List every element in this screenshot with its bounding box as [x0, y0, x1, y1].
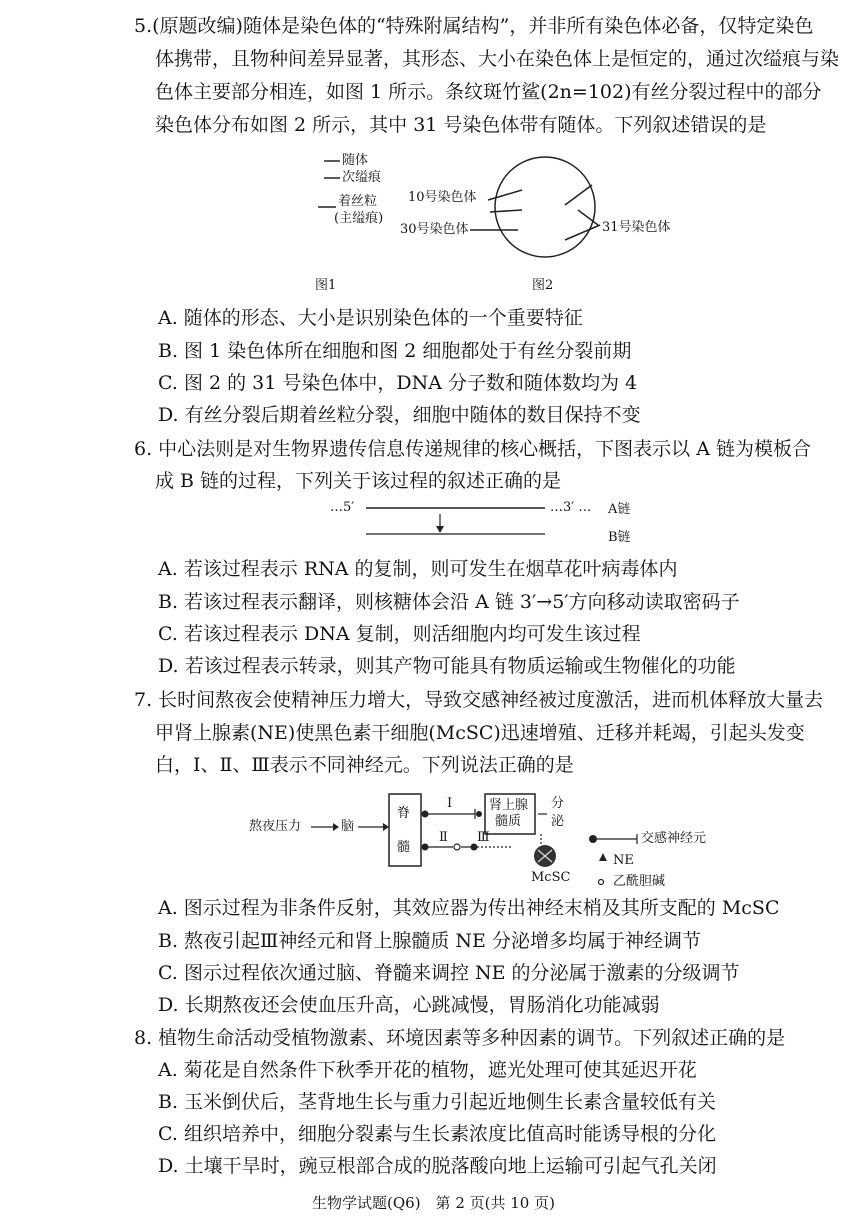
- q8-option-b: B. 玉米倒伏后，茎背地生长与重力引起近地侧生长素含量较低有关: [158, 1091, 717, 1113]
- fig2-chr10-label: 10号染色体: [408, 190, 477, 205]
- q6-option-d: D. 若该过程表示转录，则其产物可能具有物质运输或生物催化的功能: [158, 655, 736, 677]
- fig1-caption: 图1: [315, 278, 337, 293]
- fig2-chr31-label: 31号染色体: [602, 220, 671, 235]
- q6-stem-line-2: 成 B 链的过程，下列关于该过程的叙述正确的是: [155, 470, 562, 492]
- q5-option-b: B. 图 1 染色体所在细胞和图 2 细胞都处于有丝分裂前期: [158, 340, 632, 362]
- q6-stem-line-1: 6. 中心法则是对生物界遗传信息传递规律的核心概括，下图表示以 A 链为模板合: [134, 438, 811, 460]
- q7-option-b: B. 熬夜引起Ⅲ神经元和肾上腺髓质 NE 分泌增多均属于神经调节: [158, 930, 701, 952]
- q7-fig-neuron-1: Ⅰ: [447, 796, 453, 811]
- q7-fig-adrenal-2: 髓质: [495, 814, 522, 829]
- q5-stem-line-4: 染色体分布如图 2 所示，其中 31 号染色体带有随体。下列叙述错误的是: [155, 114, 767, 136]
- q8-stem-line-1: 8. 植物生命活动受植物激素、环境因素等多种因素的调节。下列叙述正确的是: [134, 1027, 786, 1049]
- q6-figure: [330, 500, 650, 548]
- q5-option-a: A. 随体的形态、大小是识别染色体的一个重要特征: [158, 307, 583, 329]
- q6-fig-chain-a: A链: [608, 502, 631, 517]
- q7-fig-mcsc: McSC: [531, 870, 571, 885]
- q6-option-c: C. 若该过程表示 DNA 复制，则活细胞内均可发生该过程: [158, 623, 641, 645]
- q7-fig-legend-ne: NE: [613, 853, 634, 868]
- q7-fig-legend-sympathetic: 交感神经元: [641, 831, 707, 846]
- q5-figure: [310, 150, 730, 300]
- q6-option-a: A. 若该过程表示 RNA 的复制，则可发生在烟草花叶病毒体内: [158, 558, 678, 580]
- q7-fig-secrete-2: 泌: [551, 814, 565, 829]
- fig2-chr30-label: 30号染色体: [400, 222, 469, 237]
- q5-stem-line-3: 色体主要部分相连，如图 1 所示。条纹斑竹鲨(2n=102)有丝分裂过程中的部分: [155, 81, 822, 103]
- q7-fig-spine-top: 脊: [397, 806, 411, 821]
- q6-fig-chain-b: B链: [608, 530, 631, 545]
- q8-option-d: D. 土壤干旱时，豌豆根部合成的脱落酸向地上运输可引起气孔关闭: [158, 1155, 717, 1177]
- q7-stem-line-2: 甲肾上腺素(NE)使黑色素干细胞(McSC)迅速增殖、迁移并耗竭，引起头发变: [155, 722, 805, 744]
- q7-fig-neuron-3: Ⅲ: [477, 830, 490, 845]
- q5-stem-line-1: 5.(原题改编)随体是染色体的“特殊附属结构”，并非所有染色体必备，仅特定染色: [134, 15, 814, 37]
- q7-fig-brain: 脑: [341, 819, 355, 834]
- q7-option-c: C. 图示过程依次通过脑、脊髓来调控 NE 的分泌属于激素的分级调节: [158, 962, 740, 984]
- q7-fig-neuron-2: Ⅱ: [439, 830, 448, 845]
- fig1-centromere-sub-label: (主缢痕): [334, 211, 384, 226]
- q5-stem-line-2: 体携带，且物种间差异显著，其形态、大小在染色体上是恒定的，通过次缢痕与染: [155, 48, 840, 70]
- q7-fig-stress: 熬夜压力: [249, 819, 302, 834]
- q7-stem-line-3: 白，Ⅰ、Ⅱ、Ⅲ表示不同神经元。下列说法正确的是: [155, 754, 574, 776]
- q8-option-c: C. 组织培养中，细胞分裂素与生长素浓度比值高时能诱导根的分化: [158, 1123, 716, 1145]
- q5-option-c: C. 图 2 的 31 号染色体中，DNA 分子数和随体数均为 4: [158, 372, 638, 394]
- q6-option-b: B. 若该过程表示翻译，则核糖体会沿 A 链 3′→5′方向移动读取密码子: [158, 591, 740, 613]
- q7-option-d: D. 长期熬夜还会使血压升高，心跳减慢，胃肠消化功能减弱: [158, 994, 660, 1016]
- q7-fig-adrenal-1: 肾上腺: [489, 798, 529, 813]
- q7-stem-line-1: 7. 长时间熬夜会使精神压力增大，导致交感神经被过度激活，进而机体释放大量去: [134, 689, 824, 711]
- q6-fig-5prime: …5′: [330, 500, 355, 515]
- fig1-centromere-label: 着丝粒: [338, 194, 378, 209]
- fig2-caption: 图2: [532, 278, 554, 293]
- q6-fig-3prime: …3′ …: [550, 500, 592, 515]
- fig1-satellite-label: 随体: [342, 153, 369, 168]
- q5-option-d: D. 有丝分裂后期着丝粒分裂，细胞中随体的数目保持不变: [158, 404, 641, 426]
- q8-option-a: A. 菊花是自然条件下秋季开花的植物，遮光处理可使其延迟开花: [158, 1059, 697, 1081]
- q7-fig-legend-ach: 乙酰胆碱: [613, 874, 666, 889]
- fig1-secondary-label: 次缢痕: [342, 170, 382, 185]
- q6-figure-lines: [330, 500, 650, 548]
- q7-fig-spine-bottom: 髓: [397, 840, 411, 855]
- q7-figure: [245, 790, 735, 890]
- q7-option-a: A. 图示过程为非条件反射，其效应器为传出神经末梢及其所支配的 McSC: [158, 897, 780, 919]
- page-footer: 生物学试题(Q6) 第 2 页(共 10 页): [312, 1194, 555, 1212]
- q7-fig-secrete-1: 分: [551, 796, 565, 811]
